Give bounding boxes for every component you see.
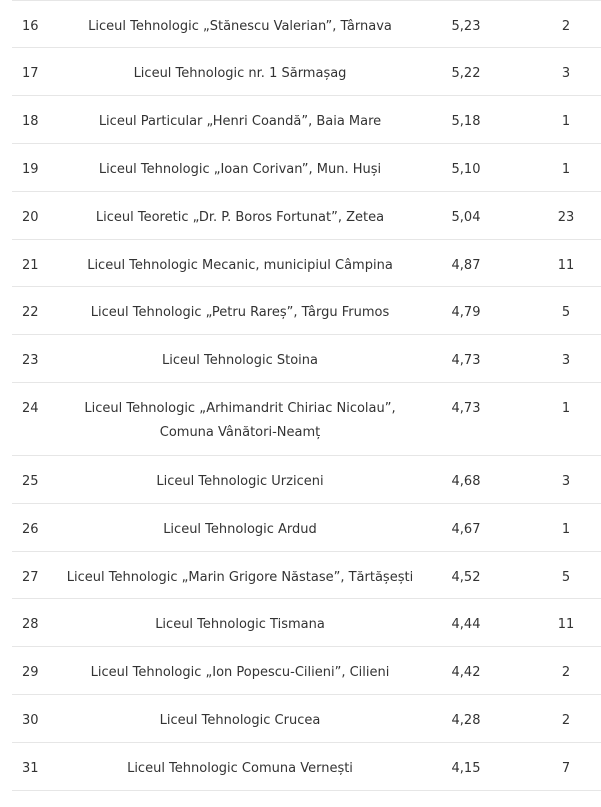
score-cell: 4,52 xyxy=(451,570,481,585)
rank-cell: 22 xyxy=(22,305,39,320)
school-name-cell: Liceul Tehnologic Tismana xyxy=(155,617,325,632)
school-name-cell: Liceul Particular „Henri Coandă”, Baia Mare xyxy=(98,114,382,129)
table-row xyxy=(12,192,601,240)
rank-cell: 23 xyxy=(22,353,39,368)
rank-cell: 27 xyxy=(22,570,39,585)
table-row xyxy=(12,287,601,335)
count-cell: 1 xyxy=(561,162,571,177)
score-cell: 5,22 xyxy=(451,66,481,81)
school-name-cell: Liceul Tehnologic Comuna Vernești xyxy=(127,761,353,776)
score-cell: 4,79 xyxy=(451,305,481,320)
rank-cell: 20 xyxy=(22,210,39,225)
score-cell: 4,68 xyxy=(451,474,481,489)
table-row xyxy=(12,599,601,647)
count-cell: 3 xyxy=(561,474,571,489)
rank-cell: 16 xyxy=(22,19,39,34)
count-cell: 3 xyxy=(561,353,571,368)
score-cell: 4,28 xyxy=(451,713,481,728)
rank-cell: 25 xyxy=(22,474,39,489)
count-cell: 5 xyxy=(561,570,571,585)
score-cell: 4,73 xyxy=(451,401,481,416)
count-cell: 5 xyxy=(561,305,571,320)
school-name-cell: Liceul Tehnologic „Arhimandrit Chiriac Nicolau”, Comuna Vânători-Neamț xyxy=(84,401,396,440)
score-cell: 4,44 xyxy=(451,617,481,632)
count-cell: 2 xyxy=(561,19,571,34)
score-cell: 5,10 xyxy=(451,162,481,177)
count-cell: 11 xyxy=(557,617,575,632)
rank-cell: 19 xyxy=(22,162,39,177)
count-cell: 1 xyxy=(561,522,571,537)
school-name-cell: Liceul Tehnologic „Marin Grigore Năstase”, Tărtășești xyxy=(66,570,414,585)
rank-cell: 28 xyxy=(22,617,39,632)
table-row xyxy=(12,240,601,287)
count-cell: 1 xyxy=(561,401,571,416)
count-cell: 2 xyxy=(561,713,571,728)
score-cell: 5,23 xyxy=(451,19,481,34)
school-name-cell: Liceul Teoretic „Dr. P. Boros Fortunat”, Zetea xyxy=(95,210,385,225)
school-name-cell: Liceul Tehnologic Ardud xyxy=(163,522,317,537)
table-row xyxy=(12,695,601,743)
table-row xyxy=(12,335,601,383)
table-row xyxy=(12,383,601,456)
rank-cell: 24 xyxy=(22,401,39,416)
score-cell: 4,87 xyxy=(451,258,481,273)
rank-cell: 29 xyxy=(22,665,39,680)
school-name-cell: Liceul Tehnologic „Ioan Corivan”, Mun. Huși xyxy=(98,162,382,177)
table-row xyxy=(12,0,601,48)
score-cell: 4,73 xyxy=(451,353,481,368)
table-row xyxy=(12,96,601,144)
score-cell: 5,18 xyxy=(451,114,481,129)
school-name-cell: Liceul Tehnologic nr. 1 Sărmașag xyxy=(133,66,347,81)
score-cell: 4,67 xyxy=(451,522,481,537)
count-cell: 3 xyxy=(561,66,571,81)
count-cell: 23 xyxy=(557,210,575,225)
count-cell: 11 xyxy=(557,258,575,273)
rank-cell: 31 xyxy=(22,761,39,776)
count-cell: 2 xyxy=(561,665,571,680)
score-cell: 4,42 xyxy=(451,665,481,680)
table-row xyxy=(12,647,601,695)
table-row xyxy=(12,144,601,192)
rank-cell: 21 xyxy=(22,258,39,273)
rank-cell: 18 xyxy=(22,114,39,129)
school-name-cell: Liceul Tehnologic Mecanic, municipiul Câmpina xyxy=(87,258,393,273)
school-name-cell: Liceul Tehnologic Urziceni xyxy=(156,474,324,489)
count-cell: 7 xyxy=(561,761,571,776)
rank-cell: 30 xyxy=(22,713,39,728)
score-cell: 5,04 xyxy=(451,210,481,225)
table-row xyxy=(12,743,601,791)
school-name-cell: Liceul Tehnologic „Ion Popescu-Cilieni”, Cilieni xyxy=(90,665,390,680)
table-row xyxy=(12,504,601,552)
table-row xyxy=(12,552,601,599)
school-name-cell: Liceul Tehnologic Crucea xyxy=(159,713,321,728)
school-name-cell: Liceul Tehnologic „Petru Rareș”, Târgu Frumos xyxy=(90,305,390,320)
school-name-cell: Liceul Tehnologic „Stănescu Valerian”, Târnava xyxy=(88,19,392,34)
count-cell: 1 xyxy=(561,114,571,129)
table-row xyxy=(12,456,601,504)
rank-cell: 26 xyxy=(22,522,39,537)
score-cell: 4,15 xyxy=(451,761,481,776)
ranking-table xyxy=(12,0,601,791)
table-row xyxy=(12,48,601,96)
rank-cell: 17 xyxy=(22,66,39,81)
school-name-cell: Liceul Tehnologic Stoina xyxy=(162,353,318,368)
